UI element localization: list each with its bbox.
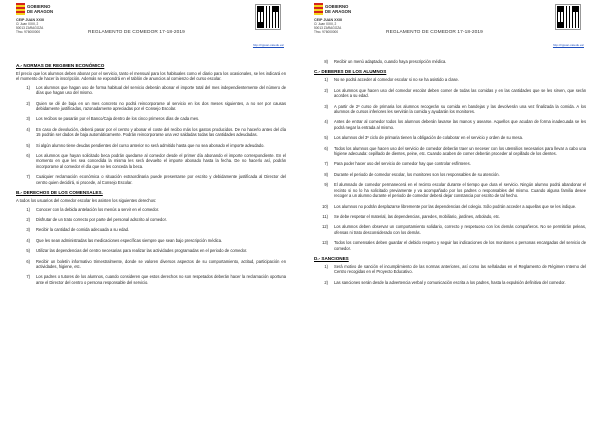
list-section-c (314, 77, 586, 251)
list-item-text: A partir de 2º curso de primaria los alumnos recogerán su comida en bandejas y las devolverán una vez finalizada la comida. A los alumnos de cursos inferiores les servirán la comida y ayudarán los monitores. (334, 103, 586, 115)
list-item: 1) Los alumnos que hagan uso de forma habitual del servicio deberán abonar el importe total del mes independientemente del número de días que hagan uso del mismo. (26, 84, 286, 96)
list-item-text: Recibir un menú adaptado, cuando haya prescripción médica. (334, 59, 447, 64)
list-item-text: Todos los alumnos que hacen uso del servicio de comedor deberán traer un neceser con los utensilios necesarios para llevar a cabo una higiene adecuada: cepillado de dientes, peine, etc. Cuando acaben de comer deberán proceder al cepillado de los dientes. (334, 145, 586, 157)
list-item-text: Se debe respetar el material, las dependencias, paredes, mobiliario, jardines, arbolado, etc. (334, 213, 501, 219)
logo-line2: DE ARAGON (27, 9, 54, 14)
list-item-text: El alumnado de comedor permanecerá en el recinto escolar durante el tiempo que dura el servicio. Ningún alumno podrá abandonar el recinto si no lo ha solicitado previamente y va acompañado por los padres o responsables del mismo. Cuando alguna familia desee recoger a un alumno durante el periodo de comedor deberá dejar constancia por escrito de tal hecho. (334, 182, 586, 199)
list-item: 1) Conocer con la debida antelación los menús a servir en el comedor. (26, 206, 160, 212)
list-section-a (16, 85, 286, 185)
list-section-b (16, 207, 286, 286)
list-item: 6) Recibir un boletín informativo trimestralmente, donde se valoren diversos aspectos de su comportamiento, actitud, participación en actividades, higiene, etc. (26, 258, 286, 269)
school-info (314, 18, 342, 34)
list-item-text: Los alumnos que hacen uso del comedor escolar deben comer de todas las comidas y en las cantidades que se les sirven, que serán acordes a su edad. (334, 87, 586, 99)
list-item: 7) Los padres o tutores de los alumnos, cuando consideren que estos derechos no son respetados deberán hacer la reclamación oportuna ante el Director del centro o persona responsable del servicio. (26, 274, 286, 285)
page-right (300, 0, 600, 424)
list-item-text: Los padres o tutores de los alumnos, cuando consideren que estos derechos no son respetados deberán hacer la reclamación oportuna ante el Director del centro o persona responsable del servicio. (36, 274, 286, 285)
list-item-text: Los recibos se pasarán por el Banco/Caja dentro de los cinco primeros días de cada mes. (36, 116, 200, 122)
list-item-text: No se podrá acceder al comedor escolar si no se ha asistido a clase. (334, 77, 459, 83)
school-line: C/ Juan XXIII, 2 (314, 22, 337, 26)
list-item: 7) Cualquier reclamación económica o situación extraordinaria puede presentarse por escrito y debidamente justificada al Director del centro quien decidirá, si procede, al Consejo Escolar. (26, 174, 286, 185)
list-item: 5) Utilizar las dependencias del centro necesarias para realizar las actividades programadas en el periodo de comedor. (26, 248, 248, 254)
list-item: 2) Los alumnos que hacen uso del comedor escolar deben comer de todas las comidas y en las cantidades que se les sirven, que serán acordes a su edad. (324, 87, 586, 99)
qr-code-icon (556, 5, 580, 29)
list-item: 4) Antes de entrar al comedor todos los alumnos deberán lavarse las manos y asearse. Aquellos que acudan de forma inadecuada se les podrá negar la entrada al mismo. (324, 119, 586, 130)
list-item-text: Los alumnos que hayan solicitado beca podrán quedarse al comedor desde el primer día abonando el importe correspondiente. En el momento en que les sea concedida la misma les será devuelto el importe abonado hasta la fecha. De no hacerlo así, podrán incorporarse al comedor el día que se les conceda la beca. (36, 153, 286, 169)
section-heading: C.- DEBERES DE LOS ALUMNOS (314, 69, 387, 75)
list-item: 10) Los alumnos no podrán desplazarse libremente por las dependencias del colegio. Sólo podrán acceder a aquellas que se les indique. (322, 203, 577, 209)
list-item: 1) No se podrá acceder al comedor escolar si no se ha asistido a clase. (324, 77, 459, 83)
list-item: 6) Todos los alumnos que hacen uso del servicio de comedor deberán traer un neceser con los utensilios necesarios para llevar a cabo una higiene adecuada: cepillado de dientes, peine, etc. Cuando acaben de comer deberán proceder al cepillado de los dientes. (324, 145, 586, 157)
list-item: 3) Recibir la cantidad de comida adecuada a su edad. (26, 227, 130, 233)
list-item: 3) Los recibos se pasarán por el Banco/Caja dentro de los cinco primeros días de cada mes. (26, 116, 200, 122)
school-line: 50013 ZARAGOZA (314, 26, 342, 30)
list-item: 2) Las sanciones serán desde la advertencia verbal y comunicación escrita a los padres, hasta la expulsión definitiva del comedor. (324, 279, 566, 285)
qr-code-icon (256, 5, 280, 29)
list-item-text: Las sanciones serán desde la advertencia verbal y comunicación escrita a los padres, hasta la expulsión definitiva del comedor. (334, 279, 566, 285)
school-line: C/ Juan XXIII, 2 (16, 22, 39, 26)
list-item: 4) En caso de devolución, deberá pasar por el centro y abonar el coste del recibo más los gastos producidos. De no hacerlo antes del día 15 podrán ser dados de baja automáticamente. Podrán reincorporarse una vez saldadas todas las cantidades adeudadas. (26, 126, 286, 138)
list-item: 12) Los alumnos deben observar un comportamiento solidario, correcto y respetuoso con los demás compañeros. No se permitirán peleas, ofensas ni trato desconsiderado con los demás. (322, 224, 586, 235)
list-item-text: Quien se dé de baja en un mes concreto no podrá reincorporarse al servicio en los dos meses siguientes, a no ser por causas debidamente justificadas, razonadamente apreciadas por el Consejo Escolar. (36, 100, 286, 112)
list-item: 7) Para poder hacer uso del servicio de comedor hay que controlar esfínteres. (324, 161, 471, 167)
list-item: 2) Disfrutar de un trato correcto por parte del personal adscrito al comedor. (26, 216, 167, 222)
aragon-flag-icon (16, 3, 25, 15)
list-item: 13) Todos los comensales deben guardar el debido respeto y seguir las indicaciones de los monitores o personas encargadas del servicio de comedor. (322, 240, 586, 251)
list-item: 11) Se debe respetar el material, las dependencias, paredes, mobiliario, jardines, arbolado, etc. (322, 213, 501, 219)
list-item: 1) Será motivo de sanción el incumplimiento de las normas anteriores, así como las señaladas en el Reglamento de Régimen Interno del Centro recogidas en el Proyecto Educativo. (324, 263, 586, 275)
doc-title: REGLAMENTO DE COMEDOR 17-18-2019 (386, 30, 483, 35)
section-heading: B.- DERECHOS DE LOS COMENSALES. (16, 190, 103, 196)
section-intro: A todos los usuarios del comedor escolar les asisten los siguientes derechos: (16, 198, 157, 204)
list-item-text: En caso de devolución, deberá pasar por el centro y abonar el coste del recibo más los gastos producidos. De no hacerlo antes del día 15 podrán ser dados de baja automáticamente. Podrán reincorporarse una vez saldadas todas las cantidades adeudadas. (36, 126, 286, 138)
list-item: 4) Que les sean administradas las medicaciones específicas siempre que sean bajo prescripción médica. (26, 237, 223, 243)
list-item-text: Conocer con la debida antelación los menús a servir en el comedor. (36, 206, 160, 212)
list-item-text: Los alumnos que hagan uso de forma habitual del servicio deberán abonar el importe total del mes independientemente del número de días que hagan uso del mismo. (36, 84, 286, 96)
logo-line1: GOBIERNO (325, 4, 349, 9)
list-section-b-cont (314, 59, 586, 64)
qr-link[interactable]: http://cpjuan.catedu.es/ (252, 43, 284, 47)
list-item-text: Que les sean administradas las medicaciones específicas siempre que sean bajo prescripción médica. (36, 237, 223, 243)
school-name: CEIP JUAN XXIII (314, 18, 342, 22)
list-item: 3) A partir de 2º curso de primaria los alumnos recogerán su comida en bandejas y las devolverán una vez finalizada la comida. A los alumnos de cursos inferiores les servirán la comida y ayudarán los monitores. (324, 103, 586, 115)
list-item-text: Cualquier reclamación económica o situación extraordinaria puede presentarse por escrito y debidamente justificada al Director del centro quien decidirá, si procede, al Consejo Escolar. (36, 174, 286, 185)
list-item-text: Recibir la cantidad de comida adecuada a su edad. (36, 227, 130, 233)
doc-title: REGLAMENTO DE COMEDOR 17-18-2019 (88, 30, 185, 35)
list-item: 5) Los alumnos del 3º ciclo de primaria tienen la obligación de colaborar en el servicio y orden de su mesa. (324, 135, 524, 141)
list-item: 5) Si algún alumno tiene deudas pendientes del curso anterior no será admitido hasta que no sea abonado el importe adeudado. (26, 142, 265, 148)
list-item-text: Recibir un boletín informativo trimestralmente, donde se valoren diversos aspectos de su comportamiento, actitud, participación en actividades, higiene, etc. (36, 258, 286, 269)
page-header (16, 3, 286, 59)
list-section-d (314, 264, 586, 285)
list-item-text: Antes de entrar al comedor todos los alumnos deberán lavarse las manos y asearse. Aquellos que acudan de forma inadecuada se les podrá negar la entrada al mismo. (334, 119, 586, 130)
list-item-text: Para poder hacer uso del servicio de comedor hay que controlar esfínteres. (334, 161, 471, 167)
school-name: CEIP JUAN XXIII (16, 18, 44, 22)
list-item: 6) Los alumnos que hayan solicitado beca podrán quedarse al comedor desde el primer día abonando el importe correspondiente. En el momento en que les sea concedida la misma les será devuelto el importe abonado hasta la fecha. De no hacerlo así, podrán incorporarse al comedor el día que se les conceda la beca. (26, 153, 286, 169)
aragon-flag-icon (314, 3, 323, 15)
list-item-text: Durante el periodo de comedor escolar, los monitores son los responsables de su atención. (334, 171, 500, 177)
list-item-text: Será motivo de sanción el incumplimiento de las normas anteriores, así como las señaladas en el Reglamento de Régimen Interno del Centro recogidas en el Proyecto Educativo. (334, 263, 586, 275)
list-item: 2) Quien se dé de baja en un mes concreto no podrá reincorporarse al servicio en los dos meses siguientes, a no ser por causas debidamente justificadas, razonadamente apreciadas por el Consejo Escolar. (26, 100, 286, 112)
school-line: Tfno. 976000000 (16, 30, 41, 34)
logo-line2: DE ARAGON (325, 9, 352, 14)
logo-line1: GOBIERNO (27, 4, 51, 9)
list-item-text: Disfrutar de un trato correcto por parte del personal adscrito al comedor. (36, 216, 167, 222)
school-info (16, 18, 44, 34)
school-line: Tfno. 976000000 (314, 30, 339, 34)
qr-link[interactable]: http://cpjuan.catedu.es/ (552, 43, 584, 47)
list-item: 9) El alumnado de comedor permanecerá en el recinto escolar durante el tiempo que dura el servicio. Ningún alumno podrá abandonar el recinto si no lo ha solicitado previamente y va acompañado por los padres o responsables del mismo. Cuando alguna familia desee recoger a un alumno durante el periodo de comedor deberá dejar constancia por escrito de tal hecho. (324, 182, 586, 199)
list-item-text: Si algún alumno tiene deudas pendientes del curso anterior no será admitido hasta que no sea abonado el importe adeudado. (36, 142, 265, 148)
gobierno-aragon-logo (314, 3, 358, 16)
list-item-text: Todos los comensales deben guardar el debido respeto y seguir las indicaciones de los monitores o personas encargadas del servicio de comedor. (334, 240, 586, 251)
section-heading: D.- SANCIONES (314, 255, 349, 261)
list-item-text: Los alumnos no podrán desplazarse libremente por las dependencias del colegio. Sólo podrán acceder a aquellas que se les indique. (334, 203, 577, 209)
list-item-text: Utilizar las dependencias del centro necesarias para realizar las actividades programadas en el periodo de comedor. (36, 248, 248, 254)
section-intro: El precio que los alumnos deben abonar por el servicio, tanto el mensual para los habituales como el diario para los ocasionales, se les indicará en el momento de hacer la inscripción. Además se expondrá en el tablón de anuncios al comienzo del curso escolar. (16, 71, 286, 82)
list-item-text: Los alumnos del 3º ciclo de primaria tienen la obligación de colaborar en el servicio y orden de su mesa. (334, 135, 524, 141)
page-header (314, 3, 586, 59)
list-item: 8) Recibir un menú adaptado, cuando haya prescripción médica. (324, 59, 447, 64)
gobierno-aragon-logo (16, 3, 60, 16)
list-item-text: Los alumnos deben observar un comportamiento solidario, correcto y respetuoso con los demás compañeros. No se permitirán peleas, ofensas ni trato desconsiderado con los demás. (334, 224, 586, 235)
list-item: 8) Durante el periodo de comedor escolar, los monitores son los responsables de su atención. (324, 171, 500, 177)
school-line: 50013 ZARAGOZA (16, 26, 44, 30)
section-heading: A.- NORMAS DE REGIMEN ECONÓMICO (16, 63, 105, 68)
